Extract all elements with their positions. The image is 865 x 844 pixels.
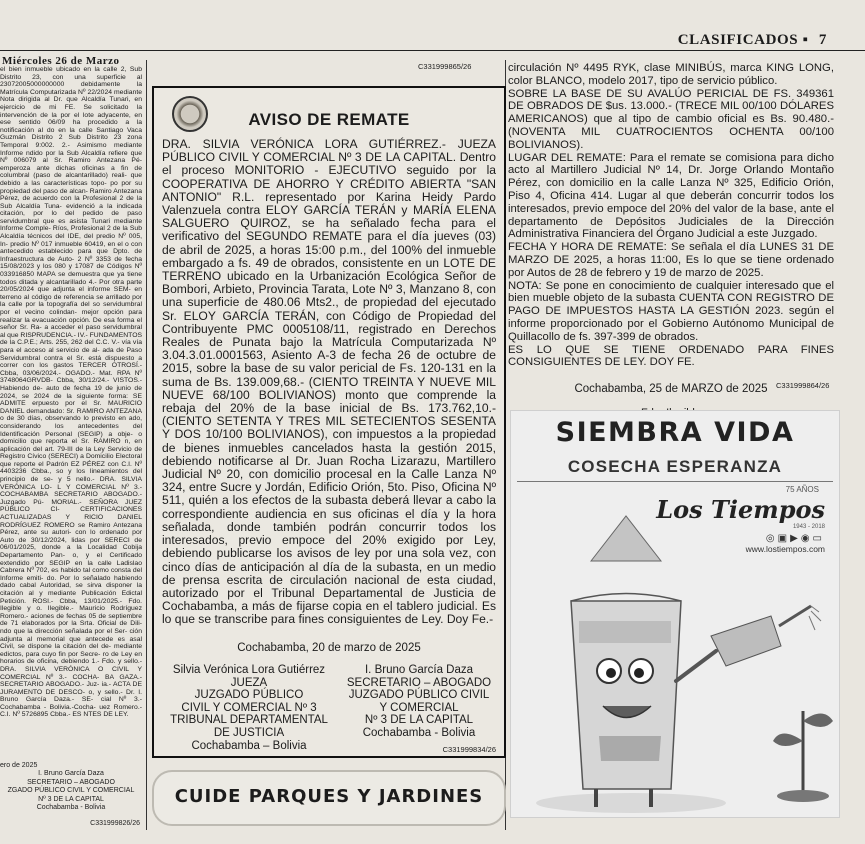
siembra-vida-ad — [510, 410, 840, 818]
left-column-text: el bien inmueble ubicado en la calle 2, Sub Distrito 23, con una superficie al 23072005000000000 debidamente la Matrícula Computarizada Nº 22/2024 mediante Nota dirigida al Dr. que Alcaldía Tunari, en ejercicio de mi FE. Se solicitado la intervención de la por el lote adyacente, en ese sentido 06/09 ha procedido a la notificación al do en la calle Santiago Vaca Guzmán Distrito 2 Sub Distrito 23 zona Temporal 9:002. 2.- Asimismo mediante Informe ndido por la Sub Alcaldía refiere que Nº 006079 al Sr. Ramiro Antezana Pé- emperoza ante dichas oficinas a fin de columbral (paso de alcantarillado) reali- que debido a las características topo- po por su propiedad del paso de alcan- Ramiro Antezana Pérez, de acuerdo con la Profesional 2 de la Sub Alcaldía Tuna- evidenció a la indicada citación, por lo del pedido de paso servidumbral que es asista Tunari mediante Informe Comple- Ríos, Profesional 2 de la Sub Alcaldía técnicos del IDE, del predio Nº 005, In- predio Nº 017 inmueble 60419, en el o con antecedido establecido para que Dpto. de Infraestructura de Auto- 2 Nº 3353 de fecha 15/08/2023 y los 080 y 17087 de Códigos Nº 033916850 MAPA se demuestra que ya tiene todos ditada y alcantarillado 4.- Por otra parte 20/05/2024 que adjunta el informe SEM- en terreno al código de referencia se arrillado por la calle por la topografía del so servidumbral por el vecino colindan- mejor opción para realizar la evacuación opción. De esa forma el señor Sr. Ra- a acceder el paso servidumbral al que RISPRUDENCIA.- IV.- FUNDAMENTOS de la C.P.E.; Arts. 255, 262 del C.C. V.- vía vía para el acceso al servicio de al- ada de Paso Servidumbral contra el Sr. está dispuesto a correr con los gastos TERCER OTROSÍ.- Cbba, 03/06/2024.- OGADO.- Mat. RPA Nº 3748064GRVDB- Cbba, 30/12/24.- VISTOS.- Habiendo de- auto de fecha 19 de junio de 2024, se 2024 de la siguiente forma: SE ADMITE erpuesto por el Sr. MAURICIO DANIEL demandado: Sr. RAMIRO ANTEZANA o de 30 días, observando lo previsto en ado, considerando los antecedentes del Identificación Personal (SEGIP) a obje- o domicilio que reporta el Sr. RAMIRO n, en aplicación del art. 79-III de la Ley Servicio de Registro Cívico (SERECI) a Domicilio Electoral que reporte el Padrón EZ PÉREZ con C.I. Nº 4403236 Cbba., so y los lineamientos del principio de se- y 5 nello.- DRA. SILVIA VERÓNICA LO- L Y COMERCIAL Nº 3.-COCHABAMBA SECRETARIO ABOGADO.- Juzgado Pú- MORIAL.- SEÑORA JUEZ PÚBLICO CI- CERTIFICACIONES ACTUALIZADAS Y RICIO DANIEL RODRÍGUEZ ROMERO se Ramiro Antezana Pérez, ante su autori- con lo ordenado por Auto de 30/12/2024, lidas por SERECI de 06/01/2025, donde a la Localidad Cobija Departamento Pan- o, y el Certificado extendido por SEGIP en la calle Ladislao Cabrera Nº 702, es habido tal como consta del Informe emiti- do. Por lo señalado habiendo dado cabal Autoridad, se sirva disponer la citación al y mediante Publicación Edictal Petición. ROSI.- Cbba, 13/01/2025.- Fdo. Ilegible y o. Ilegible.- Mauricio Rodríguez Romero.- aciones de fechas 05 de septiembre de 71 elaborados por la Srta. Oficial de Dili- ndo que la dirección señalada por el Ser- ción adjunta al memorial que antecede es asal Civil, se dispone la citación del de- mediante edictos, para cuyo fin por Secre- ro de Ley en horarios de oficina, debiendo 1.- Fdo. y sello.- DRA. SILVIA VERÓNICA O CIVIL Y COMERCIAL Nº 3.- COCHA- BA GAZA.- SECRETARIO ABOGADO.- Juz- ia.- ACTA DE JURAMENTO DE DESCO- o, y sello.- Dr. I. Bruno García Daza.- SE- cial Nº 3.- Cochabamba - Bolivia.-Cocha- uez Romero.- C.I. Nº 5726895 Cbba.- ES NTES DE LEY. — [0, 66, 142, 719]
left-tail-date: ero de 2025 — [0, 762, 38, 769]
section-bullet: ▪ — [802, 32, 809, 48]
page-number: 7 — [818, 32, 827, 48]
signature-line: Nº 3 DE LA CAPITAL — [364, 714, 474, 727]
bottom-banner — [152, 770, 506, 826]
left-column-signature — [0, 762, 142, 827]
signature-line: JUZGADO PÚBLICO CIVIL — [348, 689, 490, 702]
aviso-de-remate-box — [152, 86, 506, 758]
brand-years: 1943 - 2018 — [792, 524, 825, 530]
column-divider — [146, 60, 147, 830]
left-tail-line: Cochabamba - Bolivia — [36, 804, 106, 812]
section-title — [678, 32, 827, 49]
ad-subtitle: COSECHA ESPERANZA — [567, 457, 783, 476]
right-notice-paragraph: circulación Nº 4495 RYK, clase MINIBÚS, marca KING LONG, color BLANCO, modelo 2017, tipo de servicio público. — [508, 62, 834, 87]
right-notice-body — [508, 62, 834, 369]
signature-line: JUZGADO PÚBLICO — [194, 689, 304, 702]
anniversary-badge: 75 AÑOS — [785, 485, 819, 494]
instagram-icon: ◎ — [765, 533, 778, 544]
right-notice-date: Cochabamba, 25 de MARZO de 2025 — [574, 383, 768, 396]
left-tail-line: I. Bruno García Daza — [38, 770, 104, 778]
right-ref-code: C331999864/26 — [776, 381, 830, 390]
signature-line: Cochabamba – Bolivia — [191, 739, 307, 752]
aviso-body — [162, 138, 496, 627]
los-tiempos-logo — [656, 485, 825, 554]
page-date: Miércoles 26 de Marzo — [2, 55, 120, 67]
aviso-ref-code: C331999834/26 — [442, 745, 496, 754]
whatsapp-icon: ◉ — [800, 533, 813, 544]
signature-line: I. Bruno García Daza — [364, 664, 474, 676]
aviso-date: Cochabamba, 20 de marzo de 2025 — [237, 642, 421, 654]
video-icon: ▭ — [812, 533, 825, 544]
top-ref-code: C331999865/26 — [418, 62, 472, 71]
right-notice-paragraph: NOTA: Se pone en conocimiento de cualquier interesado que el bien mueble objeto de la subasta CUENTA CON REGISTRO DE PAGO DE IMPUESTOS HASTA LA GESTIÓN 2023. según el informe proporcionado por el Gobierno Autónomo Municipal de Quillacollo de fs. 397-399 de obrados. — [508, 279, 834, 343]
left-tail-line: ZGADO PÚBLICO CIVIL Y COMERCIAL — [7, 787, 135, 795]
signature-line: Silvia Verónica Lora Gutiérrez — [172, 664, 326, 676]
signature-secretary — [338, 664, 500, 740]
header-rule — [0, 50, 865, 51]
social-icons — [656, 533, 825, 544]
signature-line: DE JUSTICIA — [213, 726, 285, 739]
ad-divider — [517, 481, 833, 482]
aviso-body-text: DRA. SILVIA VERÓNICA LORA GUTIÉRREZ.- JUEZA PÚBLICO CIVIL Y COMERCIAL Nº 3 DE LA CAPITAL. Dentro el proceso MONITORIO - EJECUTIVO seguido por la COOPERATIVA DE AHORRO Y CRÉDITO ABIERTA "SAN ANTONIO" R.L. representado por Karina Heidy Pardo Valenzuela contra ELOY GARCÍA TERÁN y MARÍA ELENA SALGUERO QUIROZ, se ha señalado fecha para el verificativo del SEGUNDO REMATE para el día jueves (03) de abril de 2025, a horas 15:00 p.m., del 100% del inmueble embargado a fs. 49 de obrados, consistente en un LOTE DE TERRENO ubicado en la Urbanización Ecológica Señor de Bombori, Arbieto, Provincia Tarata, Lote Nº 3, Manzano 8, con una superficie de 480.06 Mts2., de propiedad del ejecutado Sr. ELOY GARCÍA TERÁN, con Código de Propiedad del Contribuyente PMC 0005108/11, registrado en Derechos Reales de Punata bajo la Matrícula Computarizada Nº 3.04.3.01.0001563, Asiento A-3 de fecha 26 de octubre de 2015, sobre la base de su valor pericial de Fs. 120-131 en la suma de Bs. 139.009,68.- (CIENTO TREINTA Y NUEVE MIL NUEVE 68/100 BOLIVIANOS) monto que comprende la rebaja del 20% de la base inicial de Bs. 173.762,10.- (CIENTO SETENTA Y TRES MIL SETECIENTOS SESENTA Y DOS 10/100 BOLIVIANOS), con impuestos a la propiedad de bienes inmuebles cancelados hasta la gestión 2015, debiendo notificarse al Dr. Juan Rocha Lizarazu, Martillero Judicial Nº 20, con domicilio procesal en la Calle Lanza Nº 324, entre Sucre y Jordán, Edificio Orión, 5to. Piso, Oficina Nº 511, quién a los efectos de la subasta deberá llevar a cabo la correspondiente audiencia en sus oficinas el día y la hora señalada, donde también podrán concurrir todos los interesados, previo empoce del 20% exigido por Ley, debiendo publicarse los avisos de ley por una sola vez, con cinco días de anticipación al día de la subasta, en un medio de prensa escrita de circulación nacional de esta ciudad, autorizado por el Tribunal Departamental de Justicia de Cochabamba, a más de fijarse copia en el tablero judicial. Es lo que se transcribe para fines consiguientes de Ley. Doy Fe.- — [162, 137, 496, 627]
right-notice-paragraph: ES LO QUE SE TIENE ORDENADO PARA FINES CONSIGUIENTES DE LEY. DOY FE. — [508, 343, 834, 369]
right-notice-paragraph: SOBRE LA BASE DE SU AVALÚO PERICIAL DE FS. 349361 DE OBRADOS DE $us. 13.000.- (TRECE MIL 00/100 DÓLARES AMERICANOS) que al tipo de cambio oficial es Bs. 90.480.- (NOVENTA MIL CUATROCIENTOS OCHENTA 00/100 BOLIVIANOS). — [508, 87, 834, 151]
signature-line: Y COMERCIAL — [379, 701, 459, 714]
right-notice-paragraph: LUGAR DEL REMATE: Para el remate se comisiona para dicho acto al Martillero Judicial Nº 14, Dr. Jorge Orlando Montaño Pérez, con domicilio en la calle Lanza Nº 325, Edificio Orión, Piso 4, Oficina 414. Lugar al que deberán concurrir todos los interesados, previo empoce del 20% del valor de la base, ante el departamento de Depósitos Judiciales de la Dirección Administrativa Financiera del Órgano Judicial a este Juzgado. — [508, 151, 834, 241]
right-remate-notice — [508, 62, 834, 400]
bottom-banner-text: CUIDE PARQUES Y JARDINES — [174, 786, 484, 807]
left-tail-line: SECRETARIO – ABOGADO — [27, 778, 115, 786]
signature-line: SECRETARIO – ABOGADO — [346, 676, 492, 689]
section-name: CLASIFICADOS — [677, 32, 799, 48]
brand-name: Los Tiempos — [656, 495, 825, 524]
brand-url: www.lostiempos.com — [745, 544, 825, 554]
aviso-title: AVISO DE REMATE — [248, 110, 410, 129]
signature-line: JUEZA — [230, 676, 268, 689]
facebook-icon: ▣ — [777, 533, 791, 544]
left-column-edict — [0, 66, 142, 826]
left-tail-line: Nº 3 DE LA CAPITAL — [38, 795, 104, 803]
signature-line: CIVIL Y COMERCIAL Nº 3 — [181, 701, 317, 714]
signature-judge — [160, 664, 338, 752]
ad-title: SIEMBRA VIDA — [555, 417, 795, 448]
signature-line: Cochabamba - Bolivia — [362, 726, 476, 739]
left-ref-code: C331999826/26 — [90, 820, 140, 827]
youtube-icon: ▶ — [790, 533, 801, 544]
right-notice-paragraph: FECHA Y HORA DE REMATE: Se señala el día LUNES 31 DE MARZO DE 2025, a horas 11:00, Es lo que se tiene ordenado por Autos de 28 de febrero y 19 de marzo de 2025. — [508, 241, 834, 279]
signature-line: TRIBUNAL DEPARTAMENTAL — [170, 714, 328, 727]
